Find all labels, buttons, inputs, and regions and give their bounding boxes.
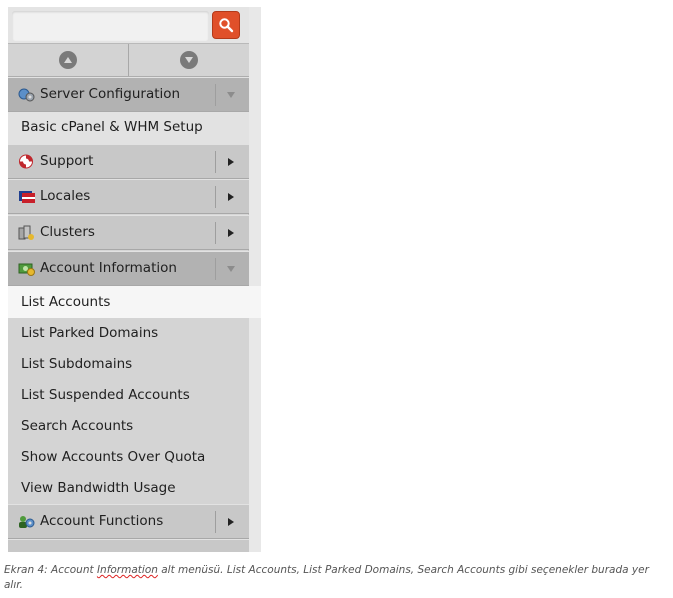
scroll-up-button[interactable] xyxy=(8,44,129,76)
money-icon xyxy=(18,261,35,276)
caption-underlined-word: Information xyxy=(96,564,158,576)
section-support[interactable] xyxy=(8,144,249,179)
menu-item-label: List Accounts xyxy=(21,294,111,310)
divider xyxy=(215,511,216,533)
section-label: Server Configuration xyxy=(40,86,181,102)
menu-item-label: View Bandwidth Usage xyxy=(21,480,176,496)
section-label: Account Information xyxy=(40,260,177,276)
menu-item-label: List Suspended Accounts xyxy=(21,387,190,403)
section-partial[interactable] xyxy=(8,539,249,552)
search-icon xyxy=(218,17,234,33)
scroll-arrows xyxy=(8,44,249,77)
menu-item-show-accounts-over-quota[interactable] xyxy=(8,442,249,473)
chevron-down-icon xyxy=(180,51,198,69)
menu-item-list-accounts[interactable] xyxy=(8,286,261,318)
section-clusters[interactable] xyxy=(8,215,249,250)
divider xyxy=(215,258,216,280)
chevron-right-icon[interactable] xyxy=(221,515,241,529)
gear-globe-icon xyxy=(18,87,35,102)
chevron-right-icon[interactable] xyxy=(221,226,241,240)
menu-item-list-suspended-accounts[interactable] xyxy=(8,380,249,411)
section-label: Account Functions xyxy=(40,513,164,529)
search-button[interactable] xyxy=(212,11,240,39)
chevron-right-icon[interactable] xyxy=(221,190,241,204)
flag-icon xyxy=(18,189,35,204)
section-label: Clusters xyxy=(40,224,95,240)
section-server-configuration[interactable] xyxy=(8,77,249,112)
menu-item-view-bandwidth-usage[interactable] xyxy=(8,473,249,504)
menu-item-label: List Parked Domains xyxy=(21,325,159,341)
menu-item-basic-setup[interactable] xyxy=(8,112,249,145)
menu-item-label: Show Accounts Over Quota xyxy=(21,449,206,465)
chevron-down-icon[interactable] xyxy=(221,262,241,276)
scroll-down-button[interactable] xyxy=(129,44,249,76)
menu-item-list-parked-domains[interactable] xyxy=(8,318,249,349)
figure-caption xyxy=(4,563,664,593)
chevron-right-icon[interactable] xyxy=(221,155,241,169)
menu-item-label: List Subdomains xyxy=(21,356,133,372)
caption-text: Ekran 4: Account xyxy=(4,564,97,576)
section-label: Locales xyxy=(40,188,91,204)
users-gear-icon xyxy=(18,514,35,529)
divider xyxy=(215,84,216,106)
section-label: Support xyxy=(40,153,94,169)
section-account-functions[interactable] xyxy=(8,504,249,539)
section-locales[interactable] xyxy=(8,179,249,214)
menu-item-label: Search Accounts xyxy=(21,418,134,434)
caption-text: alt menüsü. List Accounts, List Parked Domains, Search Accounts gibi seçenekler burada yer alır. xyxy=(4,564,649,591)
menu-item-label: Basic cPanel & WHM Setup xyxy=(21,119,203,135)
menu-item-search-accounts[interactable] xyxy=(8,411,249,442)
menu-item-list-subdomains[interactable] xyxy=(8,349,249,380)
scroll-rail[interactable] xyxy=(248,7,261,552)
search-bar xyxy=(8,7,249,44)
whm-sidebar xyxy=(8,7,261,552)
divider xyxy=(215,151,216,173)
divider xyxy=(215,222,216,244)
chevron-down-icon[interactable] xyxy=(221,88,241,102)
lifebuoy-icon xyxy=(18,154,35,169)
person-icon xyxy=(18,549,35,552)
search-input[interactable] xyxy=(12,11,209,41)
divider xyxy=(215,186,216,208)
servers-icon xyxy=(18,225,35,240)
chevron-up-icon xyxy=(59,51,77,69)
section-account-information[interactable] xyxy=(8,251,249,286)
